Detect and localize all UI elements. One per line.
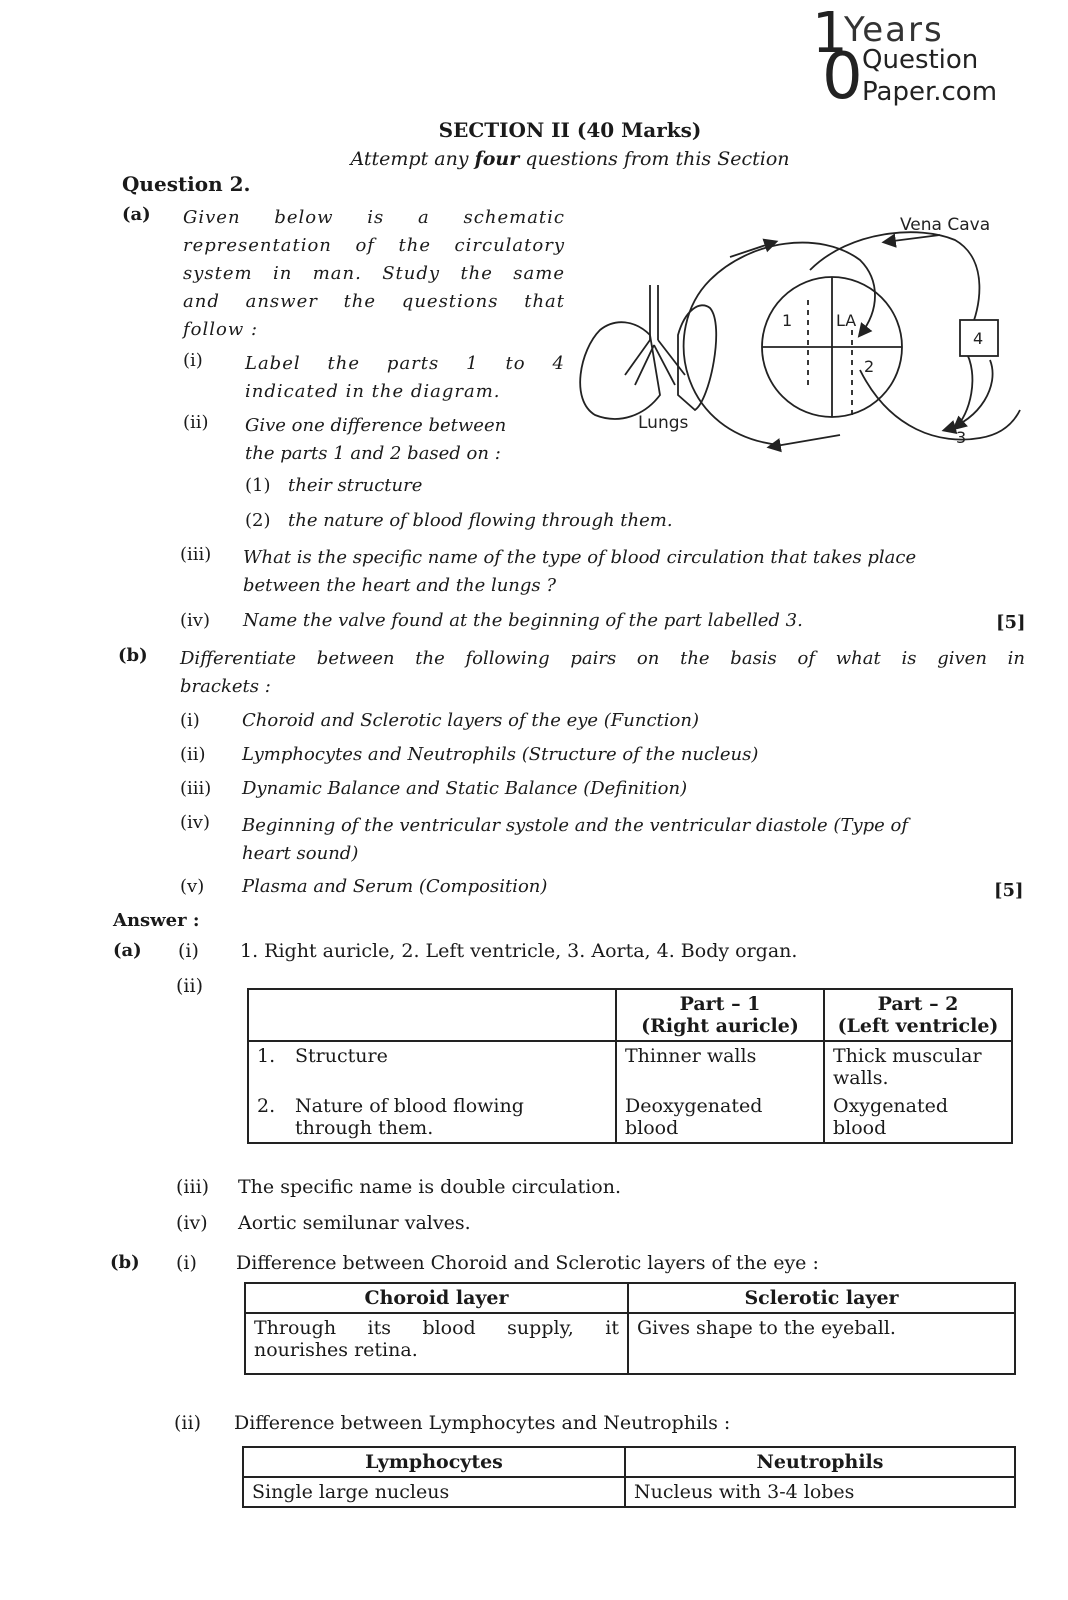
diagram-vena-cava: Vena Cava xyxy=(900,215,991,235)
cell xyxy=(245,1313,628,1374)
lower-left-arrow xyxy=(770,435,840,447)
b-item-line: heart sound) xyxy=(242,843,359,864)
a-i-line: Label the parts 1 to 4 xyxy=(245,353,565,374)
trachea xyxy=(650,285,658,340)
b-marks: [5] xyxy=(994,880,1024,901)
cell-line: blood xyxy=(833,1117,887,1139)
answer-a-iii-num: (iii) xyxy=(176,1176,210,1198)
b-item-num: (v) xyxy=(180,876,205,897)
b-item-text: Choroid and Sclerotic layers of the eye (Function) xyxy=(242,710,699,731)
intro-line: and answer the questions that xyxy=(183,291,565,312)
table-row xyxy=(243,1477,1015,1507)
row-number: 1. xyxy=(257,1045,276,1067)
table-header-part1 xyxy=(616,989,824,1041)
cell xyxy=(616,1092,824,1143)
cell-line: Oxygenated xyxy=(833,1095,949,1117)
intro-line: follow : xyxy=(183,319,259,340)
answer-a-ii-num: (ii) xyxy=(176,975,203,997)
intro-line: system in man. Study the same xyxy=(183,263,565,284)
answer-heading: Answer : xyxy=(113,910,200,931)
cell xyxy=(824,1041,1012,1092)
logo-digit-zero: 0 xyxy=(822,40,863,114)
answer-table-parts xyxy=(247,988,1013,1144)
part-a-intro xyxy=(183,204,565,344)
b-item-num: (ii) xyxy=(180,744,206,765)
logo-word-paper: Paper.com xyxy=(862,77,998,107)
diagram-label-3: 3 xyxy=(956,428,967,447)
a-ii-sub1-num: (1) xyxy=(245,475,271,496)
table-header-part2 xyxy=(824,989,1012,1041)
header-line: (Left ventricle) xyxy=(837,1015,999,1037)
row-label xyxy=(248,1041,616,1092)
a-iii-text xyxy=(243,544,1023,600)
answer-a-label: (a) xyxy=(113,940,142,961)
answer-b-label: (b) xyxy=(110,1252,140,1273)
answer-b-ii-num: (ii) xyxy=(174,1412,201,1434)
table-row xyxy=(248,989,1012,1041)
diagram-lungs: Lungs xyxy=(638,413,689,433)
a-ii-sub2-text: the nature of blood flowing through them. xyxy=(288,510,673,531)
answer-b-i-num: (i) xyxy=(176,1252,197,1274)
a-ii-line: Give one difference between xyxy=(245,415,507,436)
b-item-text xyxy=(242,812,1032,868)
answer-table-eye xyxy=(244,1282,1016,1375)
a-iv-text: Name the valve found at the beginning of the part labelled 3. xyxy=(243,610,803,631)
answer-a-i-num: (i) xyxy=(178,940,199,962)
a-ii-text xyxy=(245,412,565,468)
a-i-text xyxy=(245,350,565,406)
cell: Single large nucleus xyxy=(243,1477,625,1507)
cell-line: blood xyxy=(625,1117,679,1139)
row-label-line: through them. xyxy=(295,1117,434,1139)
site-logo xyxy=(812,1,1012,114)
row-label xyxy=(248,1092,616,1143)
table-header: Sclerotic layer xyxy=(628,1283,1015,1313)
table-header: Choroid layer xyxy=(245,1283,628,1313)
section-instruction xyxy=(0,148,1068,170)
cell-line: walls. xyxy=(833,1067,889,1089)
a-iii-line: between the heart and the lungs ? xyxy=(243,575,557,596)
cell-line: Through its blood supply, it xyxy=(254,1317,619,1339)
part-a-label: (a) xyxy=(122,204,151,225)
intro-line: Given below is a schematic xyxy=(183,207,565,228)
circulatory-diagram xyxy=(560,200,1040,470)
cell-line: Deoxygenated xyxy=(625,1095,763,1117)
answer-a-iii-text: The specific name is double circulation. xyxy=(238,1176,622,1198)
header-line: Part – 2 xyxy=(877,993,959,1015)
intro-line: representation of the circulatory xyxy=(183,235,565,256)
pulmonary-top-arrow xyxy=(730,242,775,257)
a-ii-line: the parts 1 and 2 based on : xyxy=(245,443,501,464)
b-item-num: (iii) xyxy=(180,778,212,799)
answer-b-ii-text: Difference between Lymphocytes and Neutrophils : xyxy=(234,1412,731,1434)
header-line: Part – 1 xyxy=(679,993,761,1015)
systemic-lower xyxy=(860,370,1020,440)
instruction-pre: Attempt any xyxy=(350,148,475,170)
table-header: Neutrophils xyxy=(625,1447,1015,1477)
a-ii-num: (ii) xyxy=(183,412,209,433)
diagram-label-1: 1 xyxy=(782,311,793,330)
row-number: 2. xyxy=(257,1095,276,1117)
diagram-label-2: 2 xyxy=(864,357,875,376)
a-iii-num: (iii) xyxy=(180,544,212,565)
cell-line: nourishes retina. xyxy=(254,1339,418,1361)
b-intro-line: brackets : xyxy=(180,676,271,697)
question-heading: Question 2. xyxy=(122,172,251,196)
row-label-line: Nature of blood flowing xyxy=(295,1095,524,1117)
right-arrow-3 xyxy=(945,360,993,430)
table-row xyxy=(248,1041,1012,1092)
b-intro-line: Differentiate between the following pairs on the basis of what is given in xyxy=(180,648,1025,669)
table-row xyxy=(248,1092,1012,1143)
cell: Gives shape to the eyeball. xyxy=(628,1313,1015,1374)
logo-word-years: Years xyxy=(844,10,944,50)
answer-a-iv-text: Aortic semilunar valves. xyxy=(238,1212,471,1234)
answer-a-iv-num: (iv) xyxy=(176,1212,208,1234)
a-iv-num: (iv) xyxy=(180,610,210,631)
b-item-text: Plasma and Serum (Composition) xyxy=(242,876,548,897)
part-b-label: (b) xyxy=(118,645,148,666)
b-item-line: Beginning of the ventricular systole and the ventricular diastole (Type of xyxy=(242,815,909,836)
b-item-text: Dynamic Balance and Static Balance (Definition) xyxy=(242,778,688,799)
cell: Thinner walls xyxy=(616,1041,824,1092)
table-row xyxy=(245,1313,1015,1374)
a-ii-sub2-num: (2) xyxy=(245,510,271,531)
section-title: SECTION II (40 Marks) xyxy=(438,118,702,142)
instruction-post: questions from this Section xyxy=(519,148,790,170)
a-iii-line: What is the specific name of the type of blood circulation that takes place xyxy=(243,547,917,568)
a-i-line: indicated in the diagram. xyxy=(245,381,501,402)
table-header: Lymphocytes xyxy=(243,1447,625,1477)
header-line: (Right auricle) xyxy=(641,1015,799,1037)
b-item-num: (i) xyxy=(180,710,200,731)
answer-table-cells xyxy=(242,1446,1016,1508)
table-row xyxy=(243,1447,1015,1477)
left-lung xyxy=(580,322,660,419)
a-ii-sub1-text: their structure xyxy=(288,475,423,496)
cell-line: Thick muscular xyxy=(833,1045,982,1067)
row-label-text: Structure xyxy=(295,1045,388,1067)
answer-a-i-text: 1. Right auricle, 2. Left ventricle, 3. Aorta, 4. Body organ. xyxy=(240,940,798,962)
logo-digit-one: 1 xyxy=(812,1,848,66)
table-row xyxy=(245,1283,1015,1313)
a-marks: [5] xyxy=(996,612,1026,633)
a-i-num: (i) xyxy=(183,350,203,371)
logo-word-question: Question xyxy=(862,45,979,75)
part-b-intro xyxy=(180,645,1025,701)
b-item-text: Lymphocytes and Neutrophils (Structure of the nucleus) xyxy=(242,744,759,765)
diagram-label-4: 4 xyxy=(973,329,984,348)
diagram-la: LA xyxy=(836,311,857,330)
instruction-bold: four xyxy=(474,148,520,170)
table-header-empty xyxy=(248,989,616,1041)
answer-b-i-text: Difference between Choroid and Sclerotic layers of the eye : xyxy=(236,1252,819,1274)
cell xyxy=(824,1092,1012,1143)
cell: Nucleus with 3-4 lobes xyxy=(625,1477,1015,1507)
systemic-top-arrow xyxy=(885,235,940,242)
b-item-num: (iv) xyxy=(180,812,210,833)
